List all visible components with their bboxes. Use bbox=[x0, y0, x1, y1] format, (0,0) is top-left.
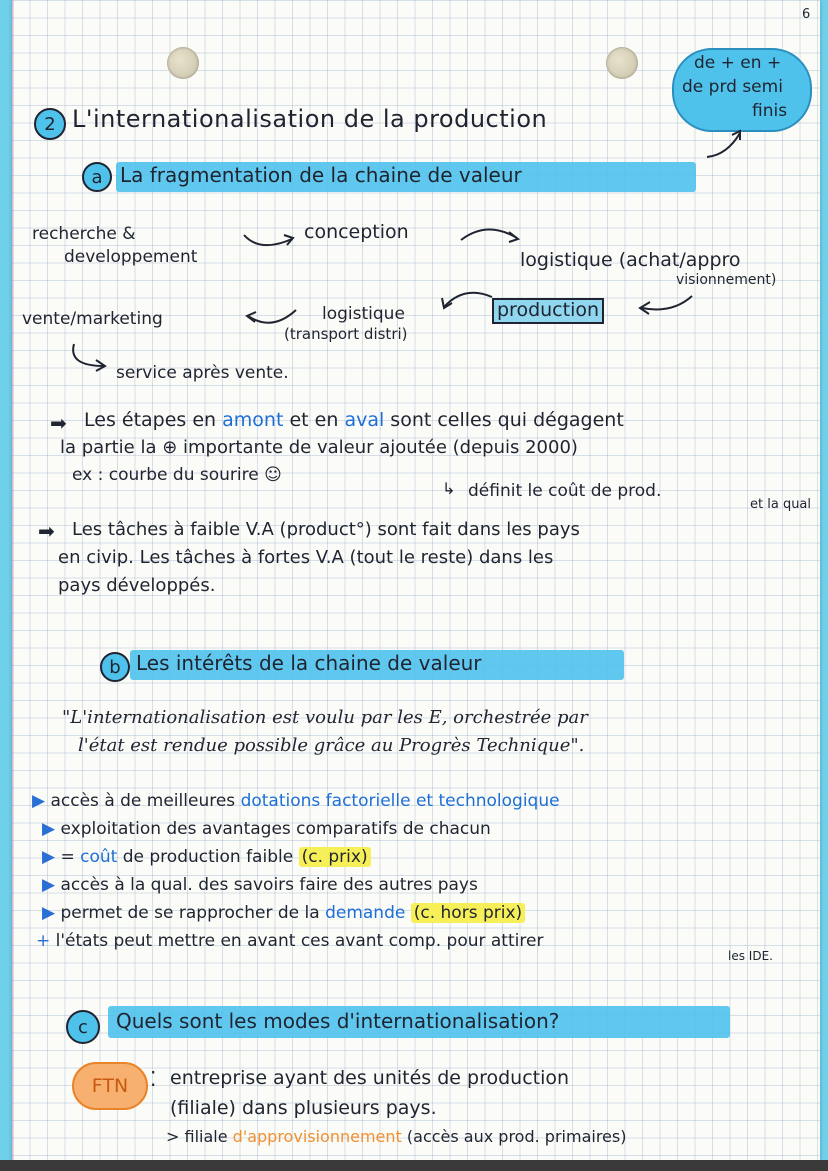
bubble-line-2: de prd semi bbox=[682, 77, 783, 97]
bullet-marker-icon: ▶ bbox=[42, 875, 56, 895]
sub-b-title: Les intérêts de la chaine de valeur bbox=[136, 651, 482, 675]
bullet-marker-icon: ▶ bbox=[42, 903, 56, 923]
chain-service: service après vente. bbox=[116, 363, 289, 383]
binder-hole-right bbox=[606, 47, 638, 79]
quote-line-1: "L'internationalisation est voulu par les E, orchestrée par bbox=[62, 707, 588, 728]
note1-line-1 bbox=[84, 410, 624, 432]
bullet-blue-text: coût bbox=[80, 847, 118, 867]
note2-line-1: Les tâches à faible V.A (product°) sont fait dans les pays bbox=[72, 519, 580, 540]
sub-c-badge bbox=[66, 1010, 100, 1044]
chain-vente: vente/marketing bbox=[22, 309, 163, 329]
bullet-blue-text: demande bbox=[325, 903, 406, 923]
chain-conception: conception bbox=[304, 221, 409, 243]
bullet-item bbox=[42, 848, 371, 868]
chain-logistique-appro-2: visionnement) bbox=[676, 272, 777, 288]
note1-line-3: ex : courbe du sourire ☺ bbox=[72, 465, 282, 485]
bullet-text: exploitation des avantages comparatifs de chacun bbox=[60, 819, 491, 839]
bullet-marker-icon: ▶ bbox=[42, 819, 56, 839]
bullet-text: permet de se rapprocher de la bbox=[60, 903, 320, 923]
bullet-marker-icon: + bbox=[36, 931, 51, 951]
bullet-item bbox=[32, 792, 560, 812]
ftn-approvisionnement: d'approvisionnement bbox=[232, 1127, 402, 1146]
bubble-arrow-icon bbox=[702, 125, 752, 165]
bullet-item bbox=[42, 876, 478, 896]
page-margin bbox=[12, 0, 14, 1164]
note1-line-2: la partie la ⊕ importante de valeur ajoutée (depuis 2000) bbox=[60, 437, 578, 458]
small-arrow-icon: ↳ bbox=[442, 479, 456, 498]
bullet-item bbox=[42, 904, 525, 924]
curve-arrow-icon bbox=[240, 225, 300, 255]
note1-text-b: et en bbox=[289, 409, 339, 431]
sub-c-title: Quels sont les modes d'internationalisation? bbox=[116, 1009, 560, 1033]
note1-amont: amont bbox=[222, 409, 284, 431]
bullet-marker-icon: ▶ bbox=[32, 791, 46, 811]
bullets-side-note: les IDE. bbox=[728, 949, 773, 963]
note-bubble bbox=[672, 48, 812, 132]
ftn-filiale: > filiale bbox=[166, 1127, 228, 1146]
chain-recherche-2: developpement bbox=[64, 247, 198, 267]
bottom-edge bbox=[0, 1160, 828, 1171]
bubble-line-1: de + en + bbox=[694, 53, 782, 73]
chain-logistique-transport-1: logistique bbox=[322, 304, 405, 324]
section-number-badge bbox=[34, 108, 66, 140]
chain-production: production bbox=[492, 298, 604, 324]
bullet-blue-text: dotations factorielle et technologique bbox=[240, 791, 560, 811]
arrow-marker-icon: ➡ bbox=[38, 519, 55, 543]
curve-arrow-icon bbox=[434, 285, 498, 315]
down-right-arrow-icon bbox=[64, 340, 114, 374]
colon-marker-icon: ⁚ bbox=[150, 1067, 157, 1091]
ftn-line-1: entreprise ayant des unités de production bbox=[170, 1067, 570, 1089]
bullet-text: accès à la qual. des savoirs faire des autres pays bbox=[60, 875, 478, 895]
ftn-line-2: (filiale) dans plusieurs pays. bbox=[170, 1097, 437, 1119]
bullet-text: accès à de meilleures bbox=[50, 791, 236, 811]
bullet-text-b: de production faible bbox=[122, 847, 294, 867]
bullet-item bbox=[36, 932, 543, 952]
curve-arrow-icon bbox=[457, 220, 527, 250]
sub-a-badge bbox=[82, 162, 112, 192]
bubble-line-3: finis bbox=[752, 101, 788, 121]
quote-line-2: l'état est rendue possible grâce au Progrès Technique". bbox=[78, 735, 585, 756]
section-title: L'internationalisation de la production bbox=[72, 105, 548, 133]
bullet-item bbox=[42, 820, 491, 840]
curve-arrow-icon bbox=[632, 290, 702, 320]
chain-logistique-appro-1: logistique (achat/appro bbox=[520, 249, 741, 271]
note1-text-a: Les étapes en bbox=[84, 409, 217, 431]
binder-hole-left bbox=[167, 47, 199, 79]
bullet-text: = bbox=[60, 847, 75, 867]
chain-logistique-transport-2: (transport distri) bbox=[284, 325, 408, 343]
sub-a-letter: a bbox=[91, 166, 103, 188]
bullet-yellow-text: (c. hors prix) bbox=[411, 903, 525, 923]
note1-side-2: et la qual bbox=[750, 497, 812, 512]
note2-line-2: en civip. Les tâches à fortes V.A (tout le reste) dans les bbox=[58, 547, 554, 568]
ftn-acces: (accès aux prod. primaires) bbox=[406, 1127, 627, 1146]
arrow-marker-icon: ➡ bbox=[50, 411, 67, 435]
sub-b-badge bbox=[100, 652, 130, 682]
curve-arrow-icon bbox=[242, 302, 302, 330]
section-number: 2 bbox=[44, 113, 56, 135]
ftn-badge bbox=[72, 1062, 148, 1110]
page-number: 6 bbox=[802, 7, 811, 22]
bullet-yellow-text: (c. prix) bbox=[299, 847, 371, 867]
note2-line-3: pays développés. bbox=[58, 575, 216, 596]
bullet-text: l'états peut mettre en avant ces avant comp. pour attirer bbox=[55, 931, 544, 951]
sub-b-letter: b bbox=[109, 656, 121, 678]
note1-aval: aval bbox=[344, 409, 385, 431]
sub-a-title: La fragmentation de la chaine de valeur bbox=[120, 163, 522, 187]
sub-c-letter: c bbox=[78, 1016, 88, 1038]
ftn-line-3 bbox=[166, 1128, 626, 1146]
ftn-label: FTN bbox=[91, 1075, 129, 1097]
bullet-marker-icon: ▶ bbox=[42, 847, 56, 867]
note1-text-c: sont celles qui dégagent bbox=[390, 409, 624, 431]
notebook-page bbox=[12, 0, 820, 1164]
chain-recherche-1: recherche & bbox=[32, 224, 136, 244]
note1-side-1: définit le coût de prod. bbox=[468, 481, 662, 501]
